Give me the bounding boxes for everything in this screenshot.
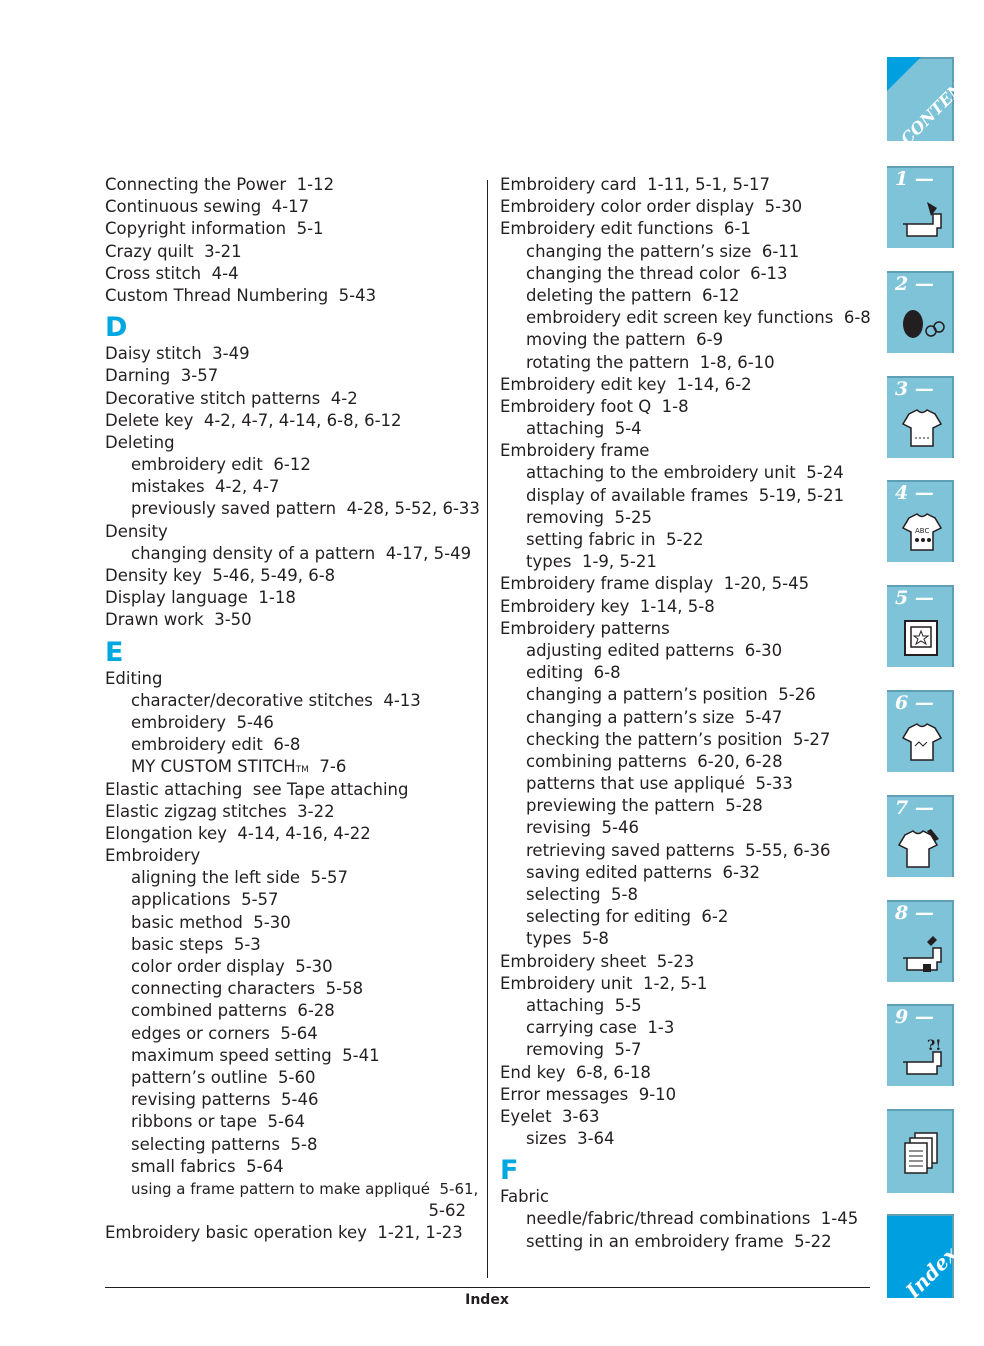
index-subentry: revising patterns 5-46	[131, 1090, 319, 1110]
index-subentry: types 5-8	[526, 929, 609, 949]
chapter-number: 3 —	[895, 377, 934, 400]
index-subentry: patterns that use appliqué 5-33	[526, 774, 793, 794]
index-subentry: applications 5-57	[131, 890, 279, 910]
sewing-machine-hand-icon	[897, 194, 947, 244]
index-subentry	[105, 756, 485, 778]
index-entry: End key 6-8, 6-18	[500, 1062, 651, 1082]
index-entry: Embroidery key 1-14, 5-8	[500, 596, 715, 616]
index-subentry: aligning the left side 5-57	[131, 868, 349, 888]
index-entry: Crazy quilt 3-21	[105, 241, 242, 261]
appendix-tab[interactable]	[887, 1109, 954, 1193]
index-subentry: selecting 5-8	[526, 885, 638, 904]
index-subentry: changing the thread color 6-13	[526, 263, 788, 283]
index-subentry: display of available frames 5-19, 5-21	[526, 485, 845, 505]
index-subentry: revising 5-46	[526, 818, 639, 838]
chapter-number: 4 —	[895, 482, 934, 505]
chapter-tab-3[interactable]	[887, 376, 954, 458]
index-subentry: selecting for editing 6-2	[526, 907, 729, 927]
index-entry: Elastic zigzag stitches 3-22	[105, 801, 335, 821]
chapter-number: 6 —	[895, 692, 934, 714]
index-subentry: edges or corners 5-64	[131, 1023, 318, 1043]
index-entry: Darning 3-57	[105, 366, 219, 386]
index-entry: Density key 5-46, 5-49, 6-8	[105, 566, 336, 585]
index-subentry: basic method 5-30	[131, 912, 291, 932]
index-subentry: pattern’s outline 5-60	[131, 1067, 316, 1087]
chapter-number: 9 —	[895, 1006, 934, 1029]
index-entry: Embroidery edit key 1-14, 6-2	[500, 374, 752, 394]
index-subentry: previewing the pattern 5-28	[526, 796, 763, 816]
chapter-tab-5[interactable]	[887, 585, 954, 667]
index-subentry: combining patterns 6-20, 6-28	[526, 751, 783, 771]
index-subentry: color order display 5-30	[131, 957, 333, 976]
index-entry: Fabric	[500, 1187, 550, 1207]
index-entry: Density	[105, 521, 168, 541]
index-subentry: previously saved pattern 4-28, 5-52, 6-33	[131, 499, 480, 519]
index-subentry: moving the pattern 6-9	[526, 330, 724, 350]
column-divider	[487, 180, 488, 1278]
chapter-tab-8[interactable]	[887, 900, 954, 982]
chapter-tab-2[interactable]	[887, 271, 954, 353]
index-subentry: retrieving saved patterns 5-55, 6-36	[526, 840, 831, 860]
index-entry: Custom Thread Numbering 5-43	[105, 285, 377, 305]
contents-tab-label: CONTENTS	[897, 61, 984, 149]
chapter-tab-9[interactable]	[887, 1004, 954, 1086]
tab-corner	[887, 57, 921, 91]
index-subentry: changing a pattern’s size 5-47	[526, 707, 783, 727]
index-subentry: setting fabric in 5-22	[526, 530, 704, 549]
index-subentry: attaching 5-5	[526, 995, 642, 1015]
index-subentry: adjusting edited patterns 6-30	[526, 640, 783, 660]
index-subentry: combined patterns 6-28	[131, 1001, 335, 1021]
embroidery-frame-icon	[897, 613, 947, 663]
documents-icon	[897, 1129, 947, 1179]
index-subentry: embroidery edit 6-8	[131, 735, 301, 755]
tshirt-custom-icon	[897, 823, 947, 873]
contents-tab[interactable]	[887, 57, 984, 149]
tshirt-edit-icon	[897, 718, 947, 768]
index-subentry: changing the pattern’s size 6-11	[526, 241, 800, 261]
index-subentry: changing a pattern’s position 5-26	[526, 685, 816, 705]
svg-text:?!: ?!	[927, 1038, 942, 1055]
section-letter: E	[105, 636, 124, 668]
index-subentry: mistakes 4-2, 4-7	[131, 477, 280, 497]
index-subentry: ribbons or tape 5-64	[131, 1112, 305, 1132]
chapter-number: 2 —	[895, 272, 934, 295]
index-subentry: changing density of a pattern 4-17, 5-49	[131, 543, 472, 563]
index-subentry: saving edited patterns 6-32	[526, 862, 760, 882]
index-entry: Drawn work 3-50	[105, 610, 252, 630]
index-entry: Cross stitch 4-4	[105, 263, 239, 283]
index-entry: Embroidery card 1-11, 5-1, 5-17	[500, 175, 770, 194]
index-subentry: carrying case 1-3	[526, 1018, 675, 1038]
index-subentry: rotating the pattern 1-8, 6-10	[526, 352, 775, 372]
index-subentry: character/decorative stitches 4-13	[131, 690, 421, 710]
subentry-pages: 7-6	[308, 757, 347, 777]
index-subentry: removing 5-25	[526, 507, 652, 527]
index-entry: Continuous sewing 4-17	[105, 197, 310, 217]
index-entry: Embroidery	[105, 846, 201, 866]
index-subentry: sizes 3-64	[526, 1129, 615, 1149]
chapter-tab-4[interactable]	[887, 480, 954, 562]
section-letter: D	[105, 312, 128, 344]
index-entry: Embroidery edit functions 6-1	[500, 219, 751, 239]
index-entry: Display language 1-18	[105, 588, 296, 608]
chapter-number: 7 —	[895, 796, 934, 819]
index-entry: Delete key 4-2, 4-7, 4-14, 6-8, 6-12	[105, 410, 402, 430]
index-subentry: editing 6-8	[526, 663, 621, 683]
index-entry: Editing	[105, 668, 163, 688]
index-subentry: embroidery edit 6-12	[131, 455, 311, 475]
index-subentry: basic steps 5-3	[131, 934, 261, 954]
index-entry: Embroidery patterns	[500, 618, 670, 638]
index-subentry: selecting patterns 5-8	[131, 1134, 318, 1154]
index-entry: Embroidery frame	[500, 441, 650, 461]
index-tab[interactable]	[887, 1214, 963, 1303]
index-subentry: embroidery edit screen key functions 6-8	[526, 308, 871, 328]
index-entry: Daisy stitch 3-49	[105, 344, 250, 364]
section-letter: F	[500, 1155, 519, 1187]
chapter-number: 1 —	[895, 168, 934, 190]
index-subentry: needle/fabric/thread combinations 1-45	[526, 1209, 859, 1229]
index-subentry: deleting the pattern 6-12	[526, 285, 740, 305]
index-subentry: maximum speed setting 5-41	[131, 1045, 380, 1065]
index-entry-continuation: 5-62	[428, 1201, 466, 1221]
chapter-tab-1[interactable]	[887, 166, 954, 248]
index-subentry: attaching to the embroidery unit 5-24	[526, 463, 844, 483]
index-entry: Elongation key 4-14, 4-16, 4-22	[105, 823, 371, 843]
index-entry: Eyelet 3-63	[500, 1106, 600, 1126]
index-subentry: connecting characters 5-58	[131, 979, 364, 999]
tshirt-abc-icon	[897, 508, 947, 558]
trademark-mark: TM	[295, 765, 309, 776]
index-entry: Copyright information 5-1	[105, 219, 324, 239]
index-tab-label: Index	[901, 1241, 963, 1303]
index-entry: Decorative stitch patterns 4-2	[105, 388, 358, 408]
chapter-number: 5 —	[895, 587, 934, 610]
index-entry: Connecting the Power 1-12	[105, 175, 335, 194]
sewing-machine-maintenance-icon	[897, 928, 947, 978]
footer-rule	[105, 1287, 870, 1288]
index-column-left	[105, 174, 485, 1244]
index-entry: Embroidery frame display 1-20, 5-45	[500, 574, 810, 594]
index-entry: Embroidery foot Q 1-8	[500, 396, 689, 416]
tshirt-stitch-icon	[897, 404, 947, 454]
subentry-text: MY CUSTOM STITCH	[131, 757, 296, 777]
index-subentry: removing 5-7	[526, 1040, 642, 1060]
chapter-tab-6[interactable]	[887, 690, 954, 772]
index-subentry: using a frame pattern to make appliqué 5-61,	[131, 1179, 479, 1198]
footer-label: Index	[465, 1292, 509, 1308]
sewing-machine-troubleshoot-icon	[897, 1032, 947, 1082]
chapter-tab-7[interactable]	[887, 795, 954, 877]
index-subentry: types 1-9, 5-21	[526, 552, 657, 572]
index-subentry: attaching 5-4	[526, 419, 642, 439]
thread-spool-scissors-icon	[897, 299, 947, 349]
svg-text:ABC: ABC	[915, 527, 930, 536]
index-entry: Elastic attaching see Tape attaching	[105, 779, 409, 799]
index-entry: Deleting	[105, 432, 175, 452]
index-entry: Embroidery sheet 5-23	[500, 951, 695, 971]
index-entry: Embroidery color order display 5-30	[500, 197, 803, 217]
index-subentry: checking the pattern’s position 5-27	[526, 729, 831, 749]
index-column-right	[500, 174, 880, 1253]
index-entry: Embroidery unit 1-2, 5-1	[500, 973, 708, 993]
index-subentry: small fabrics 5-64	[131, 1156, 284, 1176]
index-subentry: embroidery 5-46	[131, 712, 274, 732]
index-entry: Error messages 9-10	[500, 1084, 677, 1104]
index-entry: Embroidery basic operation key 1-21, 1-23	[105, 1223, 463, 1243]
index-subentry: setting in an embroidery frame 5-22	[526, 1231, 832, 1251]
chapter-number: 8 —	[895, 901, 934, 924]
